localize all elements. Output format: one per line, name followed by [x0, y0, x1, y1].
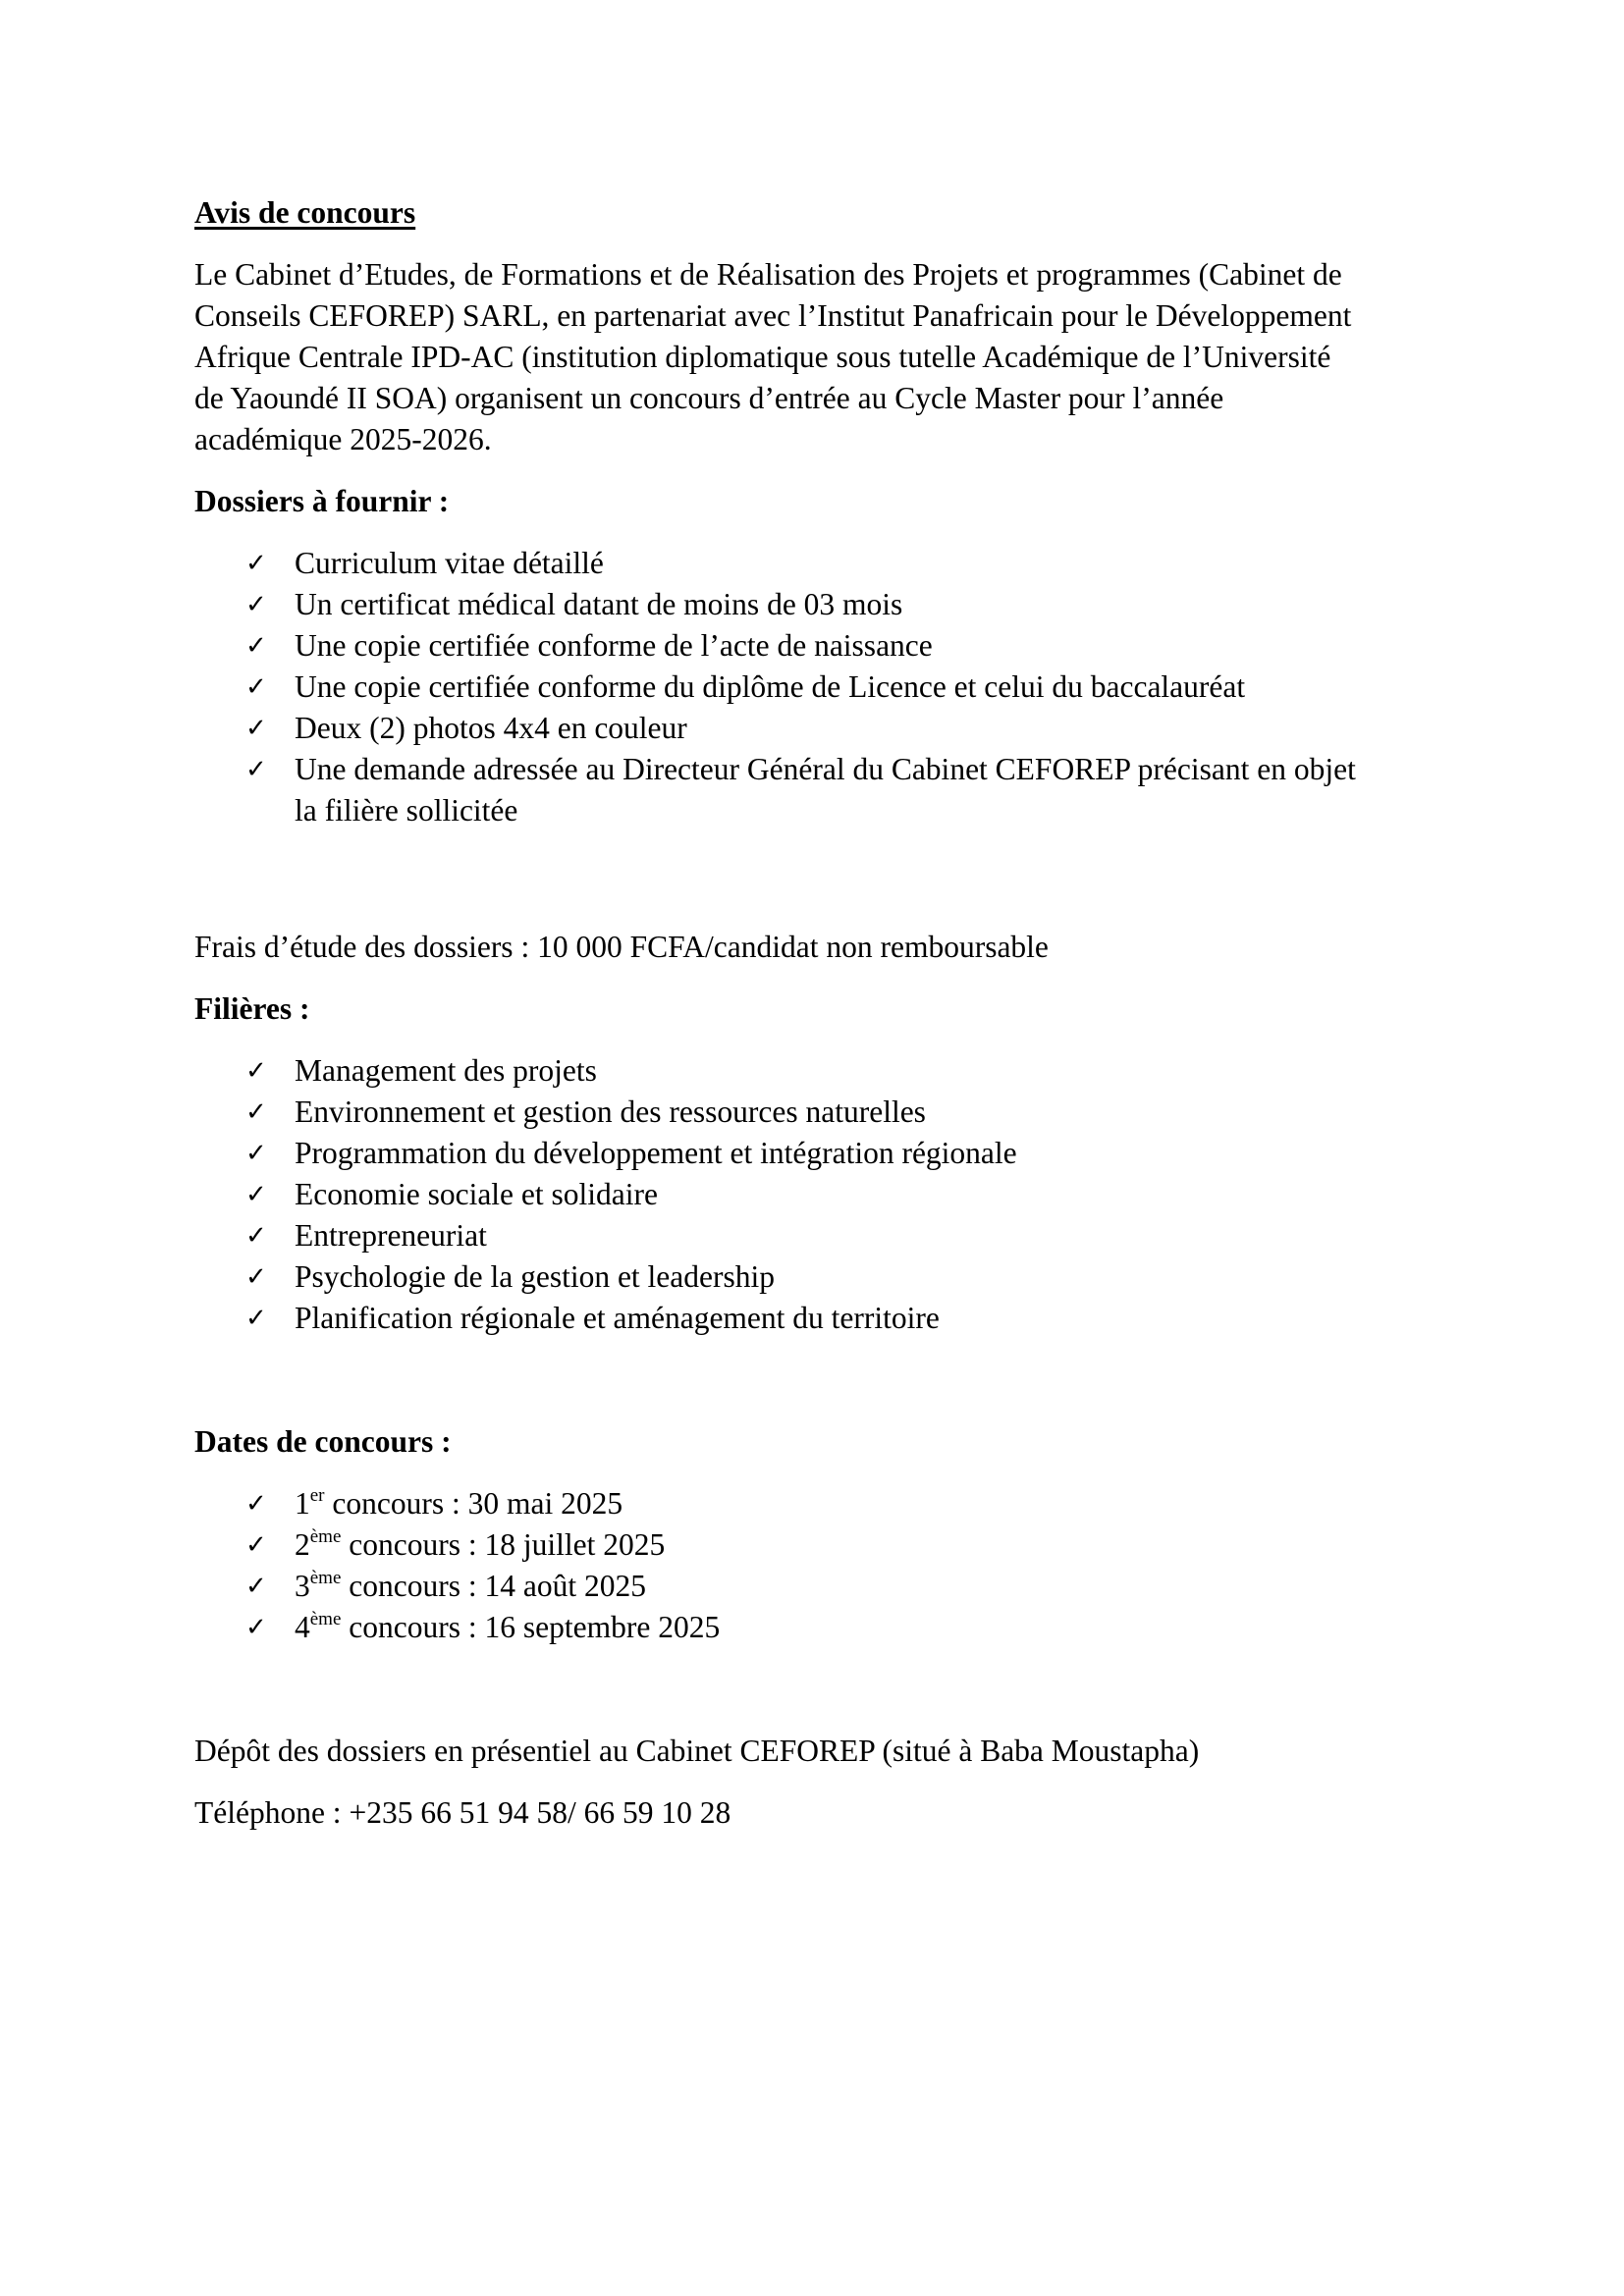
- list-item-text: Planification régionale et aménagement du territoire: [295, 1301, 940, 1335]
- document-page: [194, 192, 1441, 1854]
- dossiers-list: [194, 543, 1441, 831]
- page-title: Avis de concours: [194, 195, 416, 230]
- list-item: [194, 1256, 1441, 1298]
- filieres-heading: Filières :: [194, 991, 310, 1026]
- date-text: concours : 30 mai 2025: [324, 1486, 623, 1521]
- list-item-text: Un certificat médical datant de moins de 03 mois: [295, 587, 903, 621]
- date-ordinal: 4: [295, 1610, 310, 1644]
- list-item-text: Management des projets: [295, 1053, 597, 1088]
- list-item: [194, 667, 1441, 708]
- date-ordinal-suffix: ème: [309, 1568, 342, 1588]
- list-item: [194, 1174, 1441, 1215]
- check-icon: ✓: [245, 1489, 267, 1519]
- frais-text: Frais d’étude des dossiers : 10 000 FCFA/candidat non remboursable: [194, 930, 1049, 964]
- dates-list: [194, 1483, 1441, 1648]
- list-item: [194, 625, 1441, 667]
- date-text: concours : 16 septembre 2025: [341, 1610, 721, 1644]
- intro-line: Conseils CEFOREP) SARL, en partenariat avec l’Institut Panafricain pour le Développement: [194, 298, 1352, 333]
- list-item-text: Deux (2) photos 4x4 en couleur: [295, 711, 687, 745]
- list-item: [194, 1050, 1441, 1092]
- date-text: concours : 18 juillet 2025: [341, 1527, 666, 1562]
- date-ordinal-suffix: ème: [309, 1609, 342, 1629]
- dossiers-heading: Dossiers à fournir :: [194, 484, 450, 518]
- date-ordinal-suffix: er: [309, 1485, 325, 1506]
- intro-paragraph: [194, 254, 1441, 460]
- check-icon: ✓: [245, 1097, 267, 1127]
- list-item: [194, 1607, 1441, 1648]
- check-icon: ✓: [245, 714, 267, 743]
- intro-line: Afrique Centrale IPD-AC (institution diplomatique sous tutelle Académique de l’Université: [194, 340, 1331, 374]
- dates-heading: Dates de concours :: [194, 1424, 452, 1459]
- list-item-text: Economie sociale et solidaire: [295, 1177, 658, 1211]
- list-item: [194, 1524, 1441, 1566]
- check-icon: ✓: [245, 549, 267, 578]
- check-icon: ✓: [245, 1613, 267, 1642]
- check-icon: ✓: [245, 590, 267, 619]
- check-icon: ✓: [245, 631, 267, 661]
- list-item: [194, 1566, 1441, 1607]
- intro-line: Le Cabinet d’Etudes, de Formations et de Réalisation des Projets et programmes (Cabinet de: [194, 257, 1342, 292]
- list-item-text: Psychologie de la gestion et leadership: [295, 1259, 776, 1294]
- list-item-text: Entrepreneuriat: [295, 1218, 487, 1253]
- check-icon: ✓: [245, 1304, 267, 1333]
- list-item-text: Curriculum vitae détaillé: [295, 546, 604, 580]
- list-item: [194, 584, 1441, 625]
- date-ordinal: 2: [295, 1527, 310, 1562]
- list-item: [194, 1215, 1441, 1256]
- date-ordinal: 1: [295, 1486, 310, 1521]
- check-icon: ✓: [245, 755, 267, 784]
- list-item: [194, 543, 1441, 584]
- check-icon: ✓: [245, 1139, 267, 1168]
- check-icon: ✓: [245, 1056, 267, 1086]
- list-item: [194, 708, 1441, 749]
- date-ordinal: 3: [295, 1569, 310, 1603]
- list-item: [194, 1092, 1441, 1133]
- list-item-text: Programmation du développement et intégration régionale: [295, 1136, 1017, 1170]
- list-item: [194, 1298, 1441, 1339]
- list-item-text: Une demande adressée au Directeur Général du Cabinet CEFOREP précisant en objet: [295, 752, 1356, 786]
- depot-text: Dépôt des dossiers en présentiel au Cabinet CEFOREP (situé à Baba Moustapha): [194, 1734, 1200, 1768]
- check-icon: ✓: [245, 1221, 267, 1251]
- telephone-text: Téléphone : +235 66 51 94 58/ 66 59 10 28: [194, 1795, 731, 1830]
- list-item: [194, 1133, 1441, 1174]
- list-item-continuation: la filière sollicitée: [295, 793, 518, 828]
- check-icon: ✓: [245, 1530, 267, 1560]
- date-text: concours : 14 août 2025: [341, 1569, 646, 1603]
- date-ordinal-suffix: ème: [309, 1526, 342, 1547]
- intro-line: de Yaoundé II SOA) organisent un concours d’entrée au Cycle Master pour l’année: [194, 381, 1224, 415]
- list-item: [194, 1483, 1441, 1524]
- list-item-text: Une copie certifiée conforme du diplôme de Licence et celui du baccalauréat: [295, 669, 1246, 704]
- filieres-list: [194, 1050, 1441, 1339]
- check-icon: ✓: [245, 1572, 267, 1601]
- check-icon: ✓: [245, 1180, 267, 1209]
- check-icon: ✓: [245, 672, 267, 702]
- intro-line: académique 2025-2026.: [194, 422, 492, 456]
- list-item-text: Environnement et gestion des ressources naturelles: [295, 1095, 926, 1129]
- check-icon: ✓: [245, 1262, 267, 1292]
- list-item: [194, 749, 1441, 831]
- list-item-text: Une copie certifiée conforme de l’acte de naissance: [295, 628, 933, 663]
